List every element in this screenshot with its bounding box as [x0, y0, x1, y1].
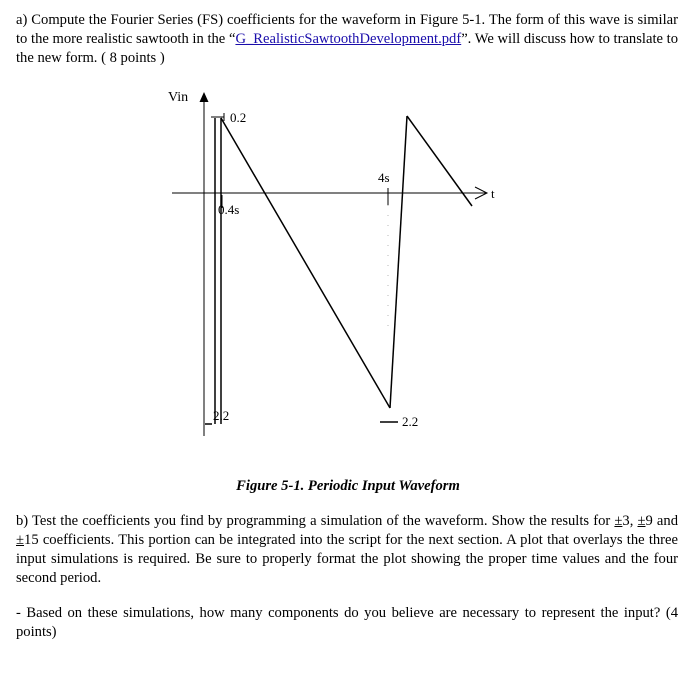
part-b-text-1: b) Test the coefficients you find by programming a simulation of the waveform. Show the results for [16, 513, 615, 529]
plus-minus-1: ± [614, 513, 623, 529]
part-b-paragraph [16, 512, 678, 588]
x-axis-label: t [491, 186, 495, 201]
y-axis-arrow-icon [200, 92, 209, 102]
label-period: 4s [378, 170, 390, 185]
part-a-text-2: ”. We will discuss how to translate to the new form. ( 8 points ) [16, 31, 679, 66]
waveform-descending-ramp [221, 118, 390, 408]
coef-3: 3, [622, 513, 638, 529]
waveform-second-rise [390, 116, 407, 408]
coef-9: 9 and [645, 513, 678, 529]
plus-minus-3: ± [16, 532, 25, 548]
part-a-text-1: a) Compute the Fourier Series (FS) coefficients for the waveform in Figure 5-1. The form of this wave is similar to the more realistic sawtooth in the “ [16, 12, 678, 47]
label-bottom-right: 2.2 [402, 414, 419, 429]
label-rise-time: 0.4s [218, 202, 240, 217]
question-paragraph: - Based on these simulations, how many components do you believe are necessary to represent the input? (4 points) [16, 605, 678, 640]
figure-caption: Figure 5-1. Periodic Input Waveform [236, 478, 460, 494]
plus-minus-2: ± [637, 513, 646, 529]
pdf-link[interactable]: G_RealisticSawtoothDevelopment.pdf [235, 31, 462, 47]
y-axis-label: Vin [168, 90, 189, 105]
part-b-text-2: 15 coefficients. This portion can be integrated into the script for the next section. A plot that overlays the three input simulations is required. Be sure to properly format the plot showing the proper time values and the four second period. [16, 532, 678, 586]
label-bottom-left: 2.2 [213, 408, 230, 423]
label-top-value: 0.2 [230, 110, 247, 125]
